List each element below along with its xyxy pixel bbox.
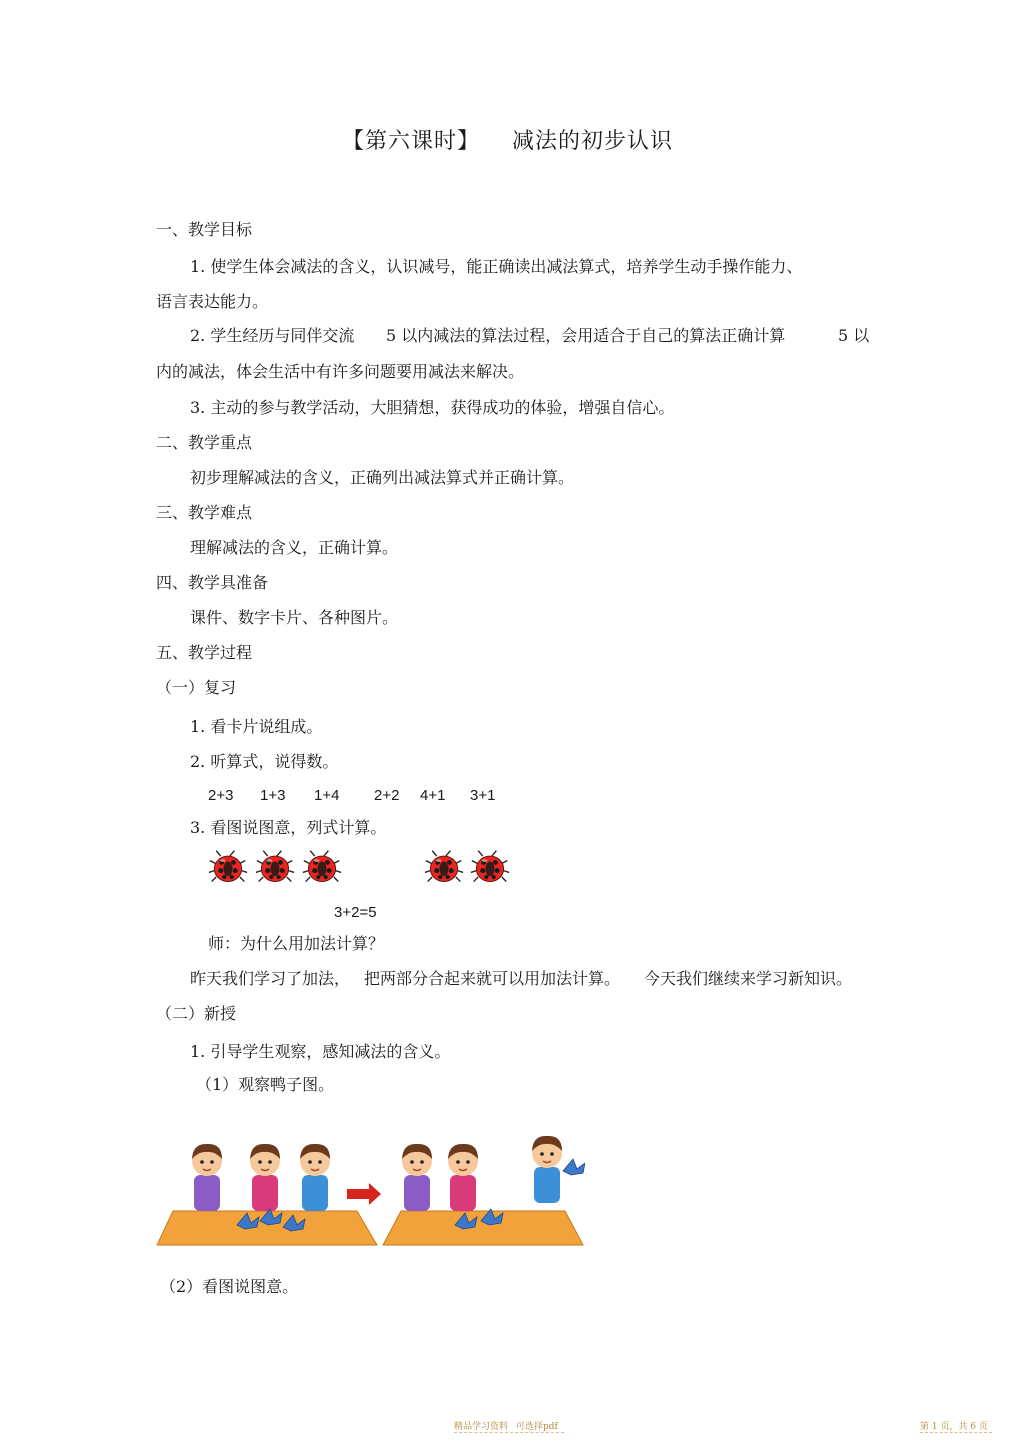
ladybug-icon [302, 848, 342, 886]
review-item3: 3. 看图说图意，列式计算。 [190, 818, 387, 837]
goals-item1-line1: 1. 使学生体会减法的含义，认识减号，能正确读出减法算式，培养学生动手操作能力、 [190, 257, 803, 276]
footer-label-a: 精品学习资料 [454, 1422, 509, 1432]
expression-4: 2+2 [374, 787, 400, 804]
review-equation: 3+2=5 [334, 904, 377, 921]
goals-item3: 3. 主动的参与教学活动，大胆猜想，获得成功的体验，增强自信心。 [190, 398, 675, 417]
goals-item1-line2: 语言表达能力。 [156, 292, 269, 311]
new-lesson-heading: （二）新授 [156, 1004, 237, 1023]
new-lesson-sub2: （2）看图说图意。 [160, 1277, 299, 1296]
goals-heading: 一、教学目标 [156, 220, 253, 239]
goals-item2-part-b: 5 以内减法的算法过程，会用适合于自己的算法正确计算 [386, 326, 786, 345]
teacher-question: 师：为什么用加法计算？ [208, 934, 385, 953]
expression-3: 1+4 [314, 787, 340, 804]
page-title: 减法的初步认识 [512, 129, 674, 154]
arrow-icon [347, 1183, 381, 1205]
key-text: 初步理解减法的含义，正确列出减法算式并正确计算。 [190, 468, 575, 487]
ladybug-icon [255, 848, 295, 886]
goals-item2-part-c: 5 以 [838, 326, 870, 345]
ladybug-icon [470, 848, 510, 886]
expression-6: 3+1 [470, 787, 496, 804]
children-cranes-illustration [155, 1125, 585, 1253]
tools-heading: 四、教学具准备 [156, 573, 269, 592]
footer-divider [454, 1432, 564, 1433]
new-lesson-item1: 1. 引导学生观察，感知减法的含义。 [190, 1042, 451, 1061]
tools-text: 课件、数字卡片、各种图片。 [190, 608, 399, 627]
review-summary-a: 昨天我们学习了加法， [190, 969, 351, 988]
ladybug-icon [208, 848, 248, 886]
expression-2: 1+3 [260, 787, 286, 804]
expression-1: 2+3 [208, 787, 234, 804]
review-item1: 1. 看卡片说组成。 [190, 717, 323, 736]
ladybug-icon [424, 848, 464, 886]
new-lesson-sub1: （1）观察鸭子图。 [196, 1075, 335, 1094]
title-lesson: 【第六课时】 [342, 129, 481, 154]
review-summary-c: 今天我们继续来学习新知识。 [644, 969, 853, 988]
difficulty-heading: 三、教学难点 [156, 503, 253, 522]
review-summary-b: 把两部分合起来就可以用加法计算。 [364, 969, 621, 988]
difficulty-text: 理解减法的含义，正确计算。 [190, 538, 399, 557]
footer-page-number: 第 1 页，共 6 页 [920, 1422, 988, 1432]
process-heading: 五、教学过程 [156, 643, 253, 662]
footer-label-b: 可选择pdf [516, 1422, 558, 1432]
key-heading: 二、教学重点 [156, 433, 253, 452]
goals-item2-part-a: 2. 学生经历与同伴交流 [190, 326, 355, 345]
goals-item2-line2: 内的减法，体会生活中有许多问题要用减法来解决。 [156, 362, 525, 381]
expression-5: 4+1 [420, 787, 446, 804]
review-heading: （一）复习 [156, 678, 237, 697]
footer-divider [920, 1432, 992, 1433]
review-item2: 2. 听算式，说得数。 [190, 752, 339, 771]
